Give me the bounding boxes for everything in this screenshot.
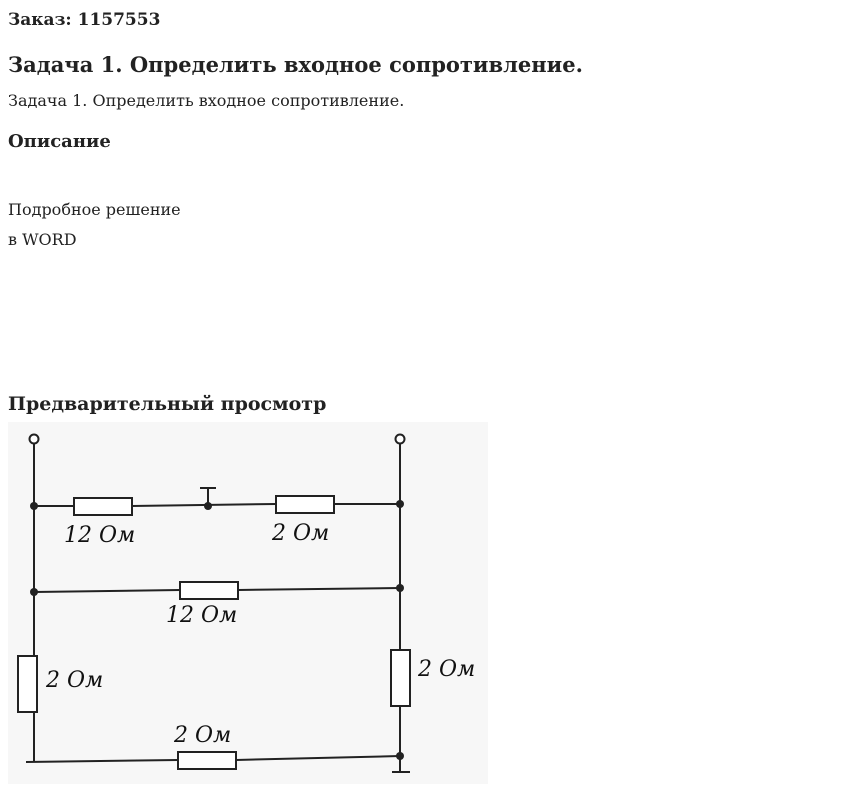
label-bottom-resistor: 2 Ом <box>174 723 232 748</box>
resistor-bottom <box>178 752 236 769</box>
task-title: Задача 1. Определить входное сопротивление. <box>8 52 583 77</box>
preview-heading: Предварительный просмотр <box>8 393 327 415</box>
preview-image <box>8 422 488 784</box>
terminal-left <box>30 435 39 444</box>
label-top-left-resistor: 12 Ом <box>64 523 136 548</box>
resistor-right <box>391 650 410 706</box>
description-line-1: Подробное решение <box>8 200 181 219</box>
circuit-diagram <box>8 422 488 784</box>
label-left-resistor: 2 Ом <box>46 668 104 693</box>
node <box>204 502 212 510</box>
description-line-2: в WORD <box>8 230 77 249</box>
order-number: Заказ: 1157553 <box>8 10 161 30</box>
node <box>396 584 404 592</box>
node <box>30 588 38 596</box>
description-heading: Описание <box>8 131 111 152</box>
node <box>30 502 38 510</box>
resistor-left <box>18 656 37 712</box>
resistor-top-left <box>74 498 132 515</box>
node <box>396 500 404 508</box>
preview-background <box>8 422 488 784</box>
terminal-right <box>396 435 405 444</box>
task-subtitle: Задача 1. Определить входное сопротивление. <box>8 91 405 110</box>
label-middle-resistor: 12 Ом <box>166 603 238 628</box>
resistor-top-right <box>276 496 334 513</box>
resistor-middle <box>180 582 238 599</box>
node <box>396 752 404 760</box>
label-top-right-resistor: 2 Ом <box>272 521 330 546</box>
description-text <box>8 195 181 255</box>
label-right-resistor: 2 Ом <box>418 657 476 682</box>
